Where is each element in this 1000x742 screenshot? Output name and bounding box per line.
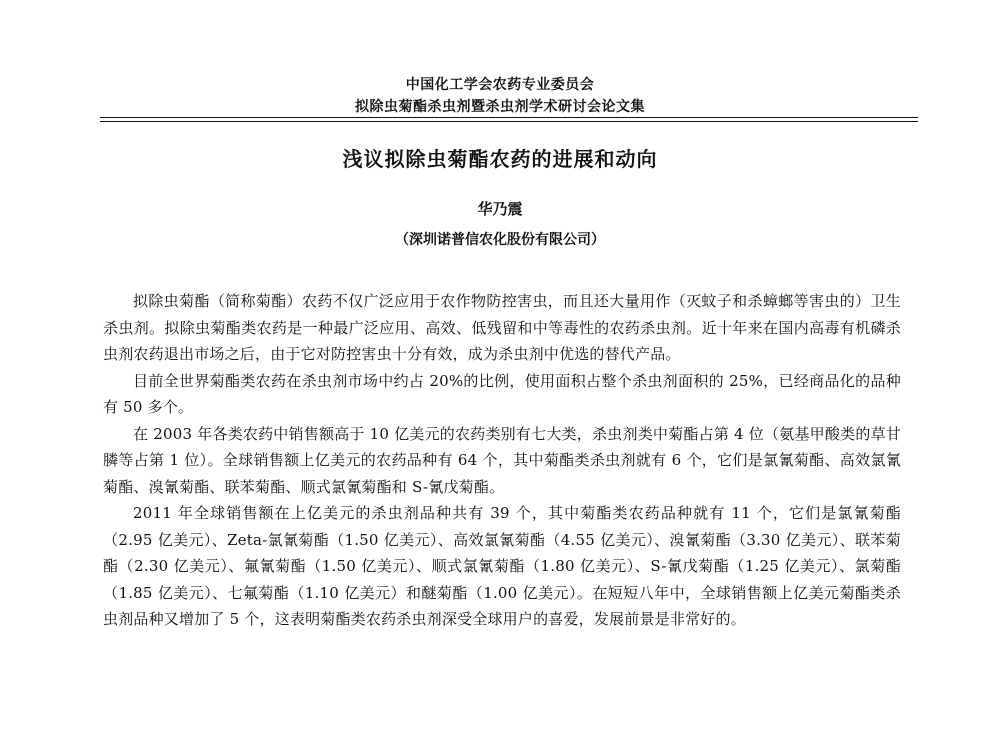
header-line-2: 拟除虫菊酯杀虫剂暨杀虫剂学术研讨会论文集 xyxy=(355,99,645,115)
article-title: 浅议拟除虫菊酯农药的进展和动向 xyxy=(342,147,658,171)
author-name: 华乃震 xyxy=(477,200,523,218)
header-rule-thin xyxy=(100,121,918,122)
author-affiliation: （深圳诺普信农化股份有限公司） xyxy=(395,232,605,248)
header-line-1: 中国化工学会农药专业委员会 xyxy=(405,77,595,93)
paragraph-4: 2011 年全球销售额在上亿美元的杀虫剂品种共有 39 个，其中菊酯类农药品种就有 11 个，它们是氯氰菊酯（2.95 亿美元）、Zeta-氯氰菊酯（1.50 亿美元）、高效氯氰菊酯（4.55 亿美元）、溴氰菊酯（3.30 亿美元）、联苯菊酯（2.30 亿美元）、氟氰菊酯（1.50 亿美元）、顺式氯氰菊酯（1.80 亿美元）、S-氰戊菊酯（1.25 亿美元）、氯菊酯（1.85 亿美元）、七氟菊酯（1.10 亿美元）和醚菊酯（1.00 亿美元）。在短短八年中，全球销售额上亿美元菊酯类杀虫剂品种又增加了 5 个，这表明菊酯类农药杀虫剂深受全球用户的喜爱，发展前景是非常好的。 xyxy=(103,504,901,628)
header-rule-thick xyxy=(100,117,918,118)
paragraph-1: 拟除虫菊酯（简称菊酯）农药不仅广泛应用于农作物防控害虫，而且还大量用作（灭蚊子和杀蟑螂等害虫的）卫生杀虫剂。拟除虫菊酯类农药是一种最广泛应用、高效、低残留和中等毒性的农药杀虫剂。近十年来在国内高毒有机磷杀虫剂农药退出市场之后，由于它对防控害虫十分有效，成为杀虫剂中优选的替代产品。 xyxy=(103,292,901,363)
body-text xyxy=(103,288,901,633)
running-header xyxy=(0,74,1000,118)
paragraph-2: 目前全世界菊酯类农药在杀虫剂市场中约占 20%的比例，使用面积占整个杀虫剂面积的 25%，已经商品化的品种有 50 多个。 xyxy=(103,371,901,416)
paragraph-3: 在 2003 年各类农药中销售额高于 10 亿美元的农药类别有七大类，杀虫剂类中菊酯占第 4 位（氨基甲酸类的草甘膦等占第 1 位）。全球销售额上亿美元的农药品种有 64 个，其中菊酯类杀虫剂就有 6 个，它们是氯氰菊酯、高效氯氰菊酯、溴氰菊酯、联苯菊酯、顺式氯氰菊酯和 S-氰戊菊酯。 xyxy=(103,424,901,496)
